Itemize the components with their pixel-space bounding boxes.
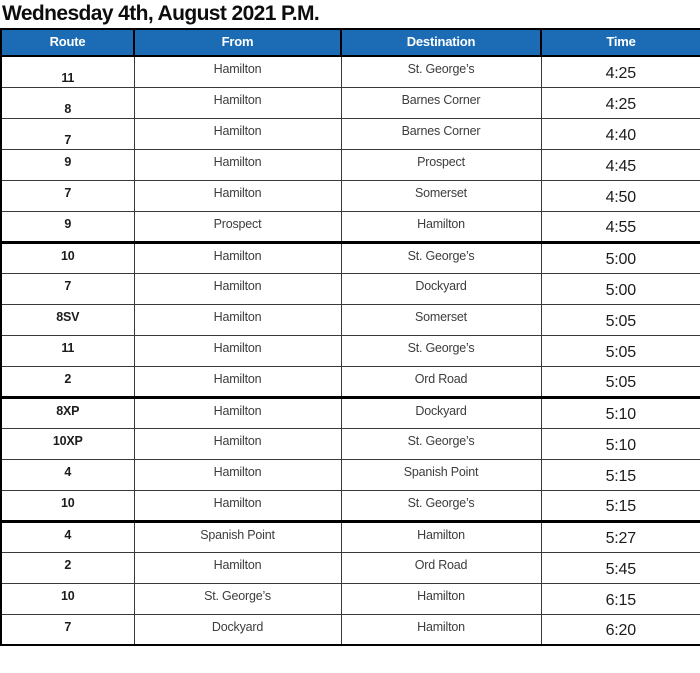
from-cell: Hamilton [134,304,341,335]
table-row [1,242,700,273]
route-cell: 4 [1,459,134,490]
from-cell: Hamilton [134,149,341,180]
destination-cell: Ord Road [341,366,541,397]
route-cell: 10 [1,583,134,614]
from-cell: Hamilton [134,397,341,428]
route-cell: 7 [1,614,134,645]
destination-cell: Dockyard [341,273,541,304]
time-cell: 6:20 [541,614,700,645]
destination-cell: Dockyard [341,397,541,428]
table-row [1,273,700,304]
destination-cell: Barnes Corner [341,87,541,118]
table-row [1,397,700,428]
route-cell: 10XP [1,428,134,459]
route-cell: 9 [1,149,134,180]
destination-cell: Somerset [341,180,541,211]
destination-cell: Barnes Corner [341,118,541,149]
from-cell: Prospect [134,211,341,242]
table-row [1,118,700,149]
destination-cell: Somerset [341,304,541,335]
time-cell: 4:50 [541,180,700,211]
destination-cell: Ord Road [341,552,541,583]
from-cell: Hamilton [134,552,341,583]
column-header-from: From [134,29,341,56]
header-row [1,29,700,56]
table-row [1,366,700,397]
destination-cell: Hamilton [341,614,541,645]
table-header [1,29,700,56]
column-header-route: Route [1,29,134,56]
from-cell: Spanish Point [134,521,341,552]
from-cell: Hamilton [134,56,341,87]
route-cell: 7 [1,180,134,211]
route-cell: 10 [1,490,134,521]
table-row [1,180,700,211]
table-row [1,56,700,87]
from-cell: Hamilton [134,459,341,490]
time-cell: 5:15 [541,459,700,490]
time-cell: 5:27 [541,521,700,552]
table-row [1,87,700,118]
from-cell: Hamilton [134,335,341,366]
destination-cell: Hamilton [341,583,541,614]
schedule-table [0,28,700,646]
destination-cell: Spanish Point [341,459,541,490]
time-cell: 5:00 [541,242,700,273]
from-cell: Hamilton [134,428,341,459]
destination-cell: Hamilton [341,521,541,552]
table-row [1,211,700,242]
time-cell: 4:55 [541,211,700,242]
table-row [1,428,700,459]
column-header-destination: Destination [341,29,541,56]
destination-cell: St. George’s [341,56,541,87]
time-cell: 5:05 [541,304,700,335]
table-row [1,304,700,335]
from-cell: Hamilton [134,273,341,304]
time-cell: 5:00 [541,273,700,304]
column-header-time: Time [541,29,700,56]
from-cell: Hamilton [134,180,341,211]
from-cell: Hamilton [134,87,341,118]
from-cell: Hamilton [134,490,341,521]
route-cell: 2 [1,552,134,583]
route-cell: 8 [1,87,134,118]
time-cell: 5:10 [541,397,700,428]
time-cell: 5:15 [541,490,700,521]
destination-cell: St. George’s [341,428,541,459]
route-cell: 4 [1,521,134,552]
time-cell: 5:05 [541,335,700,366]
destination-cell: St. George’s [341,335,541,366]
destination-cell: Hamilton [341,211,541,242]
from-cell: Dockyard [134,614,341,645]
table-row [1,335,700,366]
table-body [1,56,700,645]
from-cell: Hamilton [134,366,341,397]
route-cell: 8XP [1,397,134,428]
table-row [1,149,700,180]
route-cell: 9 [1,211,134,242]
time-cell: 5:05 [541,366,700,397]
route-cell: 7 [1,118,134,149]
time-cell: 4:25 [541,56,700,87]
from-cell: St. George’s [134,583,341,614]
time-cell: 5:45 [541,552,700,583]
page-title: Wednesday 4th, August 2021 P.M. [2,2,320,25]
table-row [1,521,700,552]
table-row [1,459,700,490]
destination-cell: Prospect [341,149,541,180]
from-cell: Hamilton [134,242,341,273]
table-row [1,490,700,521]
time-cell: 5:10 [541,428,700,459]
time-cell: 6:15 [541,583,700,614]
time-cell: 4:40 [541,118,700,149]
time-cell: 4:45 [541,149,700,180]
table-row [1,583,700,614]
time-cell: 4:25 [541,87,700,118]
route-cell: 11 [1,56,134,87]
route-cell: 8SV [1,304,134,335]
from-cell: Hamilton [134,118,341,149]
destination-cell: St. George’s [341,490,541,521]
route-cell: 2 [1,366,134,397]
route-cell: 7 [1,273,134,304]
route-cell: 11 [1,335,134,366]
table-row [1,614,700,645]
table-row [1,552,700,583]
route-cell: 10 [1,242,134,273]
destination-cell: St. George’s [341,242,541,273]
